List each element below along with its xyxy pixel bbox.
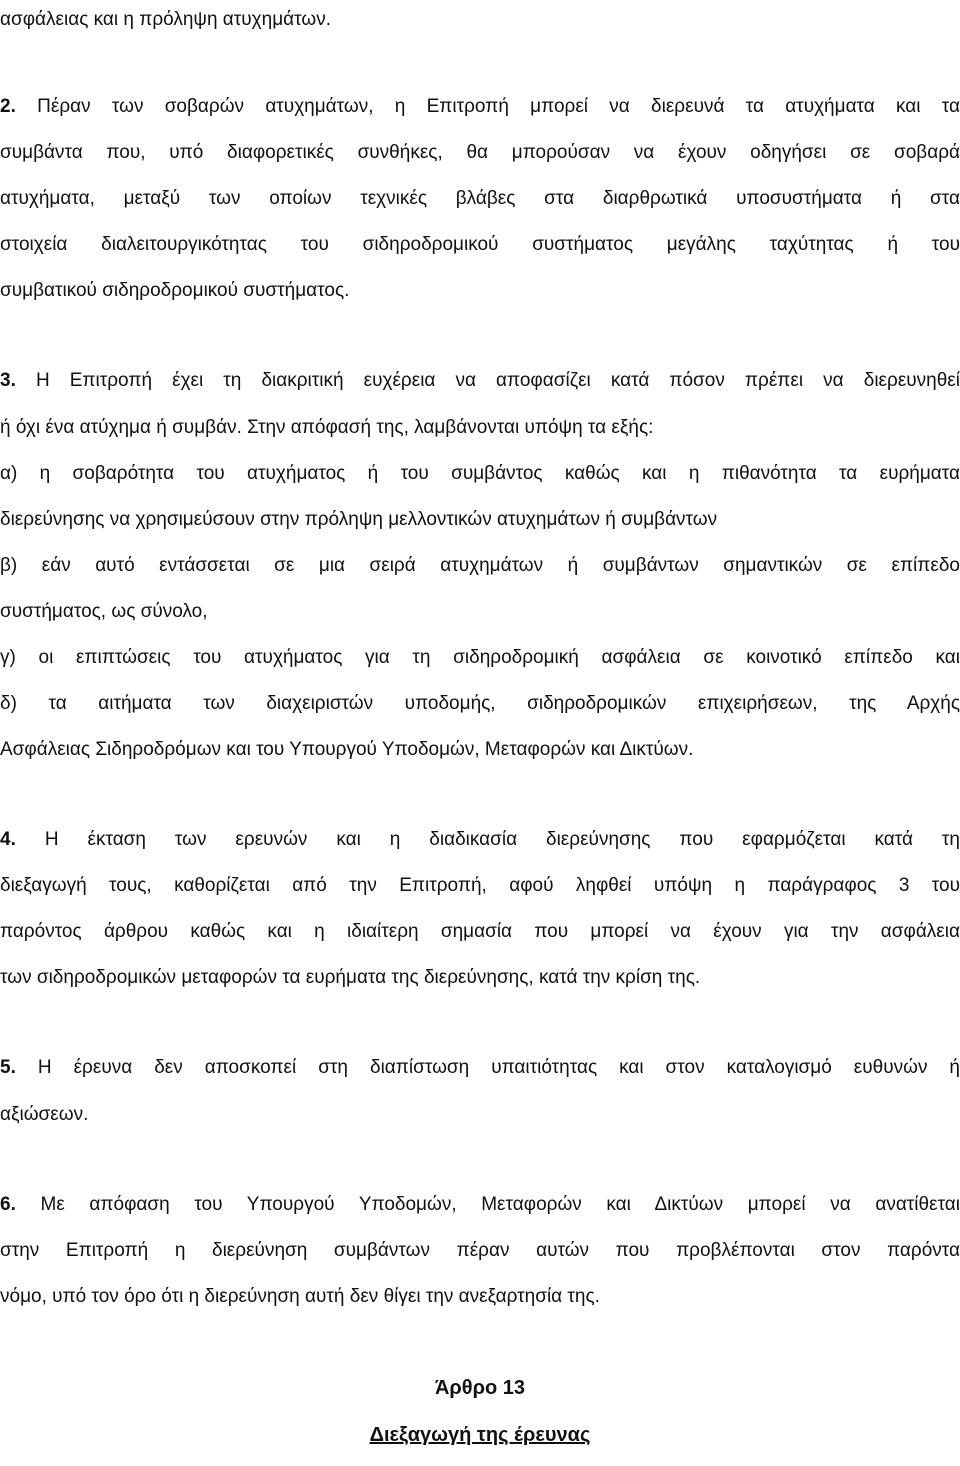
text-line: στην Επιτροπή η διερεύνηση συμβάντων πέραν αυτών που προβλέπονται στον παρόντα	[0, 1240, 960, 1261]
text-line: ή όχι ένα ατύχημα ή συμβάν. Στην απόφασή της, λαμβάνονται υπόψη τα εξής:	[0, 417, 654, 438]
paragraph-6-line: 6. Με απόφαση του Υπουργού Υποδομών, Μεταφορών και Δικτύων μπορεί να ανατίθεται	[0, 1194, 960, 1215]
article-title: Άρθρο 13	[434, 1377, 526, 1399]
text-line: Ασφάλειας Σιδηροδρόμων και του Υπουργού Υποδομών, Μεταφορών και Δικτύων.	[0, 739, 694, 760]
text-line: συστήματος, ως σύνολο,	[0, 601, 208, 622]
text-line: δ) τα αιτήματα των διαχειριστών υποδομής, σιδηροδρομικών επιχειρήσεων, της Αρχής	[0, 693, 960, 714]
article-subtitle: Διεξαγωγή της έρευνας	[369, 1424, 591, 1446]
paragraph-4-line: 4. Η έκταση των ερευνών και η διαδικασία διερεύνησης που εφαρμόζεται κατά τη	[0, 829, 960, 850]
text-line: διεξαγωγή τους, καθορίζεται από την Επιτροπή, αφού ληφθεί υπόψη η παράγραφος 3 του	[0, 875, 960, 896]
text-line: διερεύνησης να χρησιμεύσουν στην πρόληψη μελλοντικών ατυχημάτων ή συμβάντων	[0, 509, 718, 530]
text-line: νόμο, υπό τον όρο ότι η διερεύνηση αυτή δεν θίγει την ανεξαρτησία της.	[0, 1286, 600, 1307]
text-line: ασφάλειας και η πρόληψη ατυχημάτων.	[0, 9, 332, 30]
paragraph-number: 2.	[0, 96, 16, 117]
text-line: β) εάν αυτό εντάσσεται σε μια σειρά ατυχημάτων ή συμβάντων σημαντικών σε επίπεδο	[0, 555, 960, 576]
text-line: στοιχεία διαλειτουργικότητας του σιδηροδρομικού συστήματος μεγάλης ταχύτητας ή του	[0, 234, 960, 255]
paragraph-number: 3.	[0, 370, 16, 391]
text-line: ατυχήματα, μεταξύ των οποίων τεχνικές βλάβες στα διαρθρωτικά υποσυστήματα ή στα	[0, 188, 960, 209]
paragraph-number: 4.	[0, 829, 16, 850]
paragraph-3-line: 3. Η Επιτροπή έχει τη διακριτική ευχέρεια να αποφασίζει κατά πόσον πρέπει να διερευνηθεί	[0, 370, 960, 391]
text-line: γ) οι επιπτώσεις του ατυχήματος για τη σιδηροδρομική ασφάλεια σε κοινοτικό επίπεδο και	[0, 647, 960, 668]
text-line: συμβατικού σιδηροδρομικού συστήματος.	[0, 280, 350, 301]
text-line: αξιώσεων.	[0, 1104, 89, 1125]
text-line: παρόντος άρθρου καθώς και η ιδιαίτερη σημασία που μπορεί να έχουν για την ασφάλεια	[0, 921, 960, 942]
paragraph-2-line: 2. Πέραν των σοβαρών ατυχημάτων, η Επιτροπή μπορεί να διερευνά τα ατυχήματα και τα	[0, 96, 960, 117]
paragraph-5-line: 5. Η έρευνα δεν αποσκοπεί στη διαπίστωση υπαιτιότητας και στον καταλογισμό ευθυνών ή	[0, 1057, 960, 1078]
text-line: συμβάντα που, υπό διαφορετικές συνθήκες, θα μπορούσαν να έχουν οδηγήσει σε σοβαρά	[0, 142, 960, 163]
text-line: των σιδηροδρομικών μεταφορών τα ευρήματα της διερεύνησης, κατά την κρίση της.	[0, 967, 701, 988]
paragraph-number: 6.	[0, 1194, 16, 1215]
paragraph-number: 5.	[0, 1057, 16, 1078]
text-line: α) η σοβαρότητα του ατυχήματος ή του συμβάντος καθώς και η πιθανότητα τα ευρήματα	[0, 463, 960, 484]
